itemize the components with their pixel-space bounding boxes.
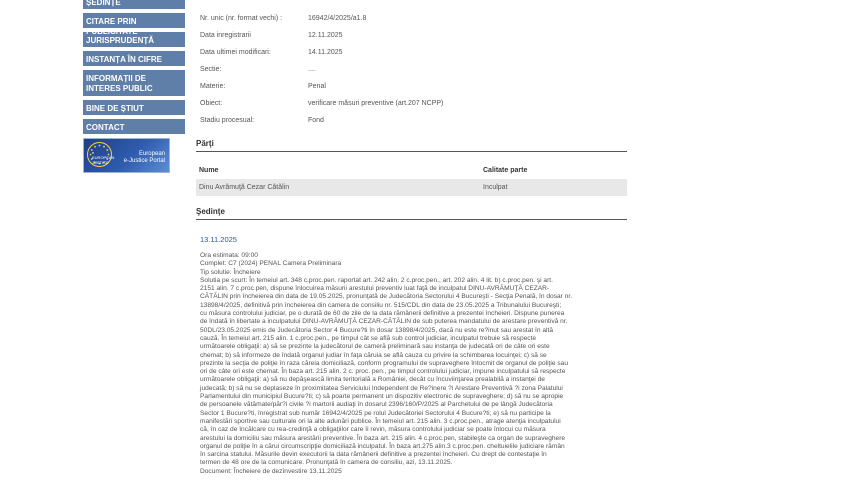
- solutie-line: arestului la domiciliu sau măsura arestării preventive. În baza art. 215 alin. 4 c.proc.pen, stabileşte ca organ de supraveghere: [200, 434, 566, 442]
- solutie-line: 13898/4/2025, definitivă prin încheierea din camera de consiliu nr. 515/CDL din data de 23.05.2025 a Tribunalului Bucureşti;: [200, 301, 562, 309]
- column-header-nume: Nume: [199, 167, 219, 174]
- sedinta-tip-solutie: Tip solutie: Încheiere: [200, 268, 261, 276]
- solutie-line: în sarcina statului. Măsurile devin executorii la data rămânerii definitive a prezentei încheieri. Cu drept de contestaţie în: [200, 451, 547, 459]
- detail-value: 16942/4/2025/a1.8: [308, 15, 367, 22]
- detail-value: verificare măsuri preventive (art.207 NCPP): [308, 100, 444, 107]
- solutie-line: chemat; b) să informeze de îndată organul judiar în faţa căruia se află cauza cu privire la schimbarea locuinţei; c) să se: [200, 351, 547, 359]
- detail-value: ....: [308, 66, 316, 73]
- solutie-line: următoarele obligaţii: a) să nu depăşească limita teritorială a României, decât cu încuviinţarea prealabilă a instanţei de: [200, 376, 545, 384]
- solutie-line: prezinte la secţia de poliţie în raza căreia domiciliază, conform programului de supraveghere întocmit de organul de poliţie sau: [200, 359, 568, 367]
- solutie-line: cu măsura controlului judiciar, pe o durată de 60 de zile de la data rămânerii definitive a prezentei încheieri. Dispune punerea: [200, 310, 565, 318]
- nav-item-sedinte[interactable]: ȘEDINȚE: [83, 0, 185, 9]
- solutie-line: 50DL/23.05.2025 emis de Judecătoria Sector 4 Bucure?ti în dosar 13898/4/2025, dacă nu este re?inut sau arestat în altă: [200, 326, 554, 334]
- table-header-row: [196, 162, 627, 179]
- detail-label: Obiect:: [200, 100, 223, 107]
- parti-section-title: Părţi: [196, 139, 627, 152]
- detail-label: Stadiu procesual:: [200, 117, 255, 124]
- ejustice-label-line1: European: [138, 151, 165, 157]
- solutie-line: CĂTĂLIN prin încheierea din data de 19.05.2025, pronunţată de Judecătoria Sectorului 4 Bucureşti - Secţia Penală, în dosar nr.: [200, 293, 573, 301]
- solutie-line: ori de câte ori este chemat. În baza art. 215 alin. 2 c. proc. pen., pe timpul controlului judiciar, impune inculpatului să respecte: [200, 368, 566, 376]
- solutie-line: termen de 48 ore de la comunicare. Pronunţată în camera de consiliu, azi, 13.11.2025.: [200, 459, 453, 467]
- nav-item-informatii-interes-public[interactable]: INFORMAȚII DE INTERES PUBLIC: [83, 70, 185, 96]
- solutie-line: Solutia pe scurt: În temeiul art. 348 c.proc.pen. raportat art. 242 alin. 2 c.proc.pen., art. 202 alin. 4 lit. b) c.proc.pen. şi art.: [200, 276, 553, 284]
- parti-table: [196, 162, 627, 196]
- ejustice-logo-icon: e EUROPEAN JUSTICE: [87, 142, 112, 167]
- ejustice-portal-banner[interactable]: [83, 138, 170, 173]
- detail-label: Nr. unic (nr. format vechi) :: [200, 15, 283, 22]
- nav-item-bine-de-stiut[interactable]: BINE DE ȘTIUT: [83, 100, 185, 115]
- solutie-line: de persoanele vătămate/păr?i civile ?i martorii audiaţi în dosarul 2396/160/P/2025 al Parchetului de pe lângă Judecătoria: [200, 401, 553, 409]
- detail-label: Sectie:: [200, 66, 222, 73]
- nav-item-citare[interactable]: CITARE PRIN PUBLICITATE: [83, 13, 185, 28]
- detail-label: Data inregistrarii: [200, 32, 251, 39]
- solutie-line: de îndată în libertate a inculpatului DINU-AVRĂMUŢĂ CEZAR-CĂTĂLIN de sub puterea mandatului de arestare preventivă nr.: [200, 318, 568, 326]
- nav-item-contact[interactable]: CONTACT: [83, 119, 185, 134]
- sedinta-solutie: [200, 277, 632, 468]
- party-role: Inculpat: [483, 184, 508, 191]
- detail-label: Materie:: [200, 83, 226, 90]
- solutie-line: următoarele obligaţii: a) să se prezinte la judecătorul de cameră preliminară sau instanţa de judecată ori de câte ori este: [200, 343, 550, 351]
- detail-value: 12.11.2025: [308, 32, 343, 39]
- party-name: Dinu Avrămuţă Cezar Cătălin: [199, 184, 290, 191]
- solutie-line: manifestări sportive sau culturale ori la alte adunări publice. În temeiul art. 215 alin. 3 c.proc.pen., atrage atenţia inculpatului: [200, 417, 561, 425]
- detail-value: Penal: [308, 83, 326, 90]
- detail-value: Fond: [308, 117, 324, 124]
- sedinta-details: [200, 252, 632, 476]
- solutie-line: organul de poliţie în a cărui circumscripţie domiciliază inculpatul. În baza art.275 alin.3 c.proc.pen. cheltuielile judiciare rămân: [200, 442, 565, 450]
- solutie-line: 2151 alin. 7 c.proc.pen, dispune înlocuirea măsurii arestului preventiv luat faţă de inculpatul DINU-AVRĂMUŢĂ CEZAR-: [200, 285, 550, 293]
- ejustice-label-line2: e-Justice Portal: [123, 158, 165, 164]
- nav-item-instanta-in-cifre[interactable]: INSTANȚA ÎN CIFRE: [83, 51, 185, 66]
- solutie-line: Parlamentului din municipiul Bucure?ti; c) să poarte permanent un dispozitiv electronic de supraveghere; d) să nu se apropie: [200, 393, 564, 401]
- sedinta-ora: Ora estimata: 09:00: [200, 252, 258, 259]
- solutie-line: Sector 1 Bucure?ti, înregistrat sub număr 16942/4/2025 pe rolul Judecătoriei Sectorului 4 Bucure?ti; e) să nu participe la: [200, 409, 551, 417]
- sedinta-date: 13.11.2025: [200, 235, 237, 244]
- solutie-line: cauză. În temeiul art. 215 alin. 1 c.proc.pen., pe timpul cât se află sub control judiciar, inculpatul trebuie să respecte: [200, 334, 537, 342]
- table-row: [196, 179, 627, 196]
- detail-value: 14.11.2025: [308, 49, 343, 56]
- nav-item-jurisprudenta[interactable]: JURISPRUDENȚĂ: [83, 32, 185, 47]
- solutie-line: că, în caz de încălcare cu rea-credinţă a obligaţiilor care îi revin, măsura controlului judiciar se poate înlocui cu măsura: [200, 426, 546, 434]
- sedinte-section-title: Şedinţe: [196, 207, 627, 220]
- column-header-calitate: Calitate parte: [483, 167, 528, 174]
- side-navigation: [83, 0, 185, 173]
- sedinta-document: Document: Încheiere de dezînvestire 13.11.2025: [200, 467, 342, 475]
- detail-label: Data ultimei modificari:: [200, 49, 271, 56]
- solutie-line: judecată; b) să nu se deplaseze în proximitatea Serviciului Independent de Re?inere ?i Arestare Preventivă ?i zona Palatului: [200, 384, 563, 392]
- sedinta-complet: Complet: C7 (2024) PENAL Camera Preliminara: [200, 260, 342, 268]
